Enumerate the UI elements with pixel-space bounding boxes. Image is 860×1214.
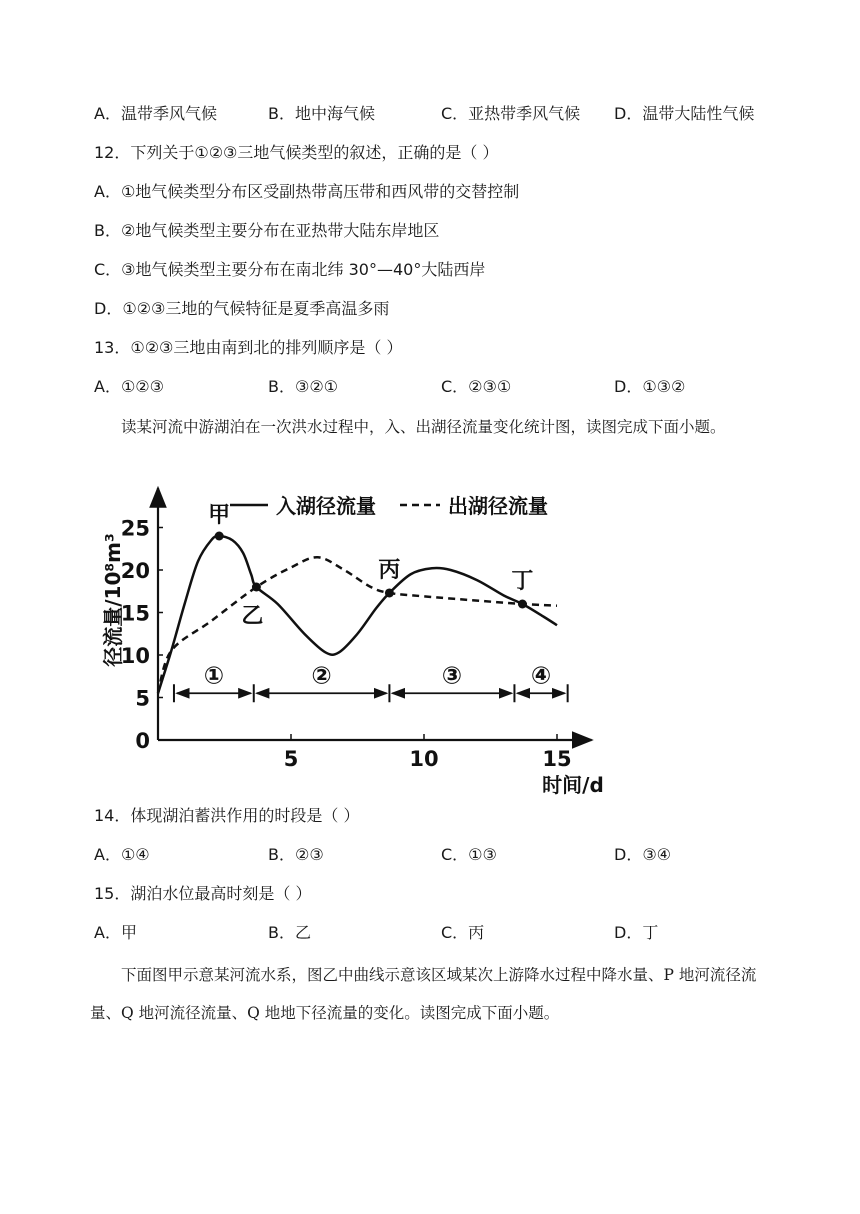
period-label: ④ [530, 661, 552, 690]
legend-label-inflow: 入湖径流量 [276, 494, 376, 518]
point-label: 丙 [378, 557, 401, 583]
q14-option-d: D．③④ [614, 845, 672, 864]
q15-stem: 15．湖泊水位最高时刻是（ ） [94, 884, 312, 903]
y-tick-label: 20 [120, 559, 150, 583]
q15-option-c: C．丙 [441, 923, 485, 942]
y-tick-label: 5 [135, 686, 150, 711]
q15-option-b: B．乙 [268, 923, 311, 942]
q15-option-a: A．甲 [94, 923, 137, 942]
q13-stem: 13．①②③三地由南到北的排列顺序是（ ） [94, 338, 403, 357]
y-tick-label: 25 [120, 516, 150, 541]
q13-option-d: D．①③② [614, 377, 686, 396]
x-tick-label: 15 [542, 747, 572, 771]
intro-paragraph-1: 读某河流中游湖泊在一次洪水过程中，入、出湖径流量变化统计图，读图完成下面小题。 [121, 418, 726, 436]
q14-stem: 14．体现湖泊蓄洪作用的时段是（ ） [94, 806, 360, 825]
intro-paragraph-2: 下面图甲示意某河流水系，图乙中曲线示意该区域某次上游降水过程中降水量、P 地河流径流量、Q 地河流径流量、Q 地地下径流量的变化。读图完成下面小题。 [90, 966, 757, 1022]
marker-point [215, 532, 224, 541]
x-tick-label: 5 [283, 747, 299, 771]
x-tick-label: 10 [409, 747, 439, 771]
q14-option-c: C．①③ [441, 845, 497, 864]
period-label: ② [311, 661, 332, 690]
marker-point [252, 583, 261, 592]
point-label: 甲 [208, 503, 231, 528]
period-label: ③ [441, 661, 463, 690]
q11-option-d: D．温带大陆性气候 [614, 104, 755, 123]
q13-option-c: C．②③① [441, 377, 512, 396]
q11-option-a: A．温带季风气候 [94, 104, 217, 123]
runoff-chart [92, 482, 612, 797]
q12-option-a: A．①地气候类型分布区受副热带高压带和西风带的交替控制 [94, 182, 520, 201]
q12-option-c: C．③地气候类型主要分布在南北纬 30°—40°大陆西岸 [94, 260, 486, 279]
y-tick-label: 10 [120, 644, 150, 668]
q12-option-b: B．②地气候类型主要分布在亚热带大陆东岸地区 [94, 221, 440, 240]
x-axis-label: 时间/d [542, 773, 604, 797]
point-label: 乙 [241, 604, 264, 629]
y-tick-label: 0 [135, 729, 150, 753]
q13-option-b: B．③②① [268, 377, 339, 396]
marker-point [385, 588, 394, 597]
q11-option-b: B．地中海气候 [268, 104, 375, 123]
marker-point [518, 600, 527, 609]
q15-option-d: D．丁 [614, 923, 659, 942]
q11-option-c: C．亚热带季风气候 [441, 104, 581, 123]
period-label: ① [203, 661, 225, 690]
q12-stem: 12．下列关于①②③三地气候类型的叙述，正确的是（ ） [94, 143, 499, 162]
point-label: 丁 [511, 569, 534, 594]
legend-label-outflow: 出湖径流量 [448, 494, 548, 518]
q13-option-a: A．①②③ [94, 377, 164, 396]
y-tick-label: 15 [120, 601, 150, 626]
q14-option-b: B．②③ [268, 845, 324, 864]
q12-option-d: D．①②③三地的气候特征是夏季高温多雨 [94, 299, 390, 318]
y-axis-label: 径流量/10⁸m³ [101, 533, 125, 667]
q14-option-a: A．①④ [94, 845, 150, 864]
